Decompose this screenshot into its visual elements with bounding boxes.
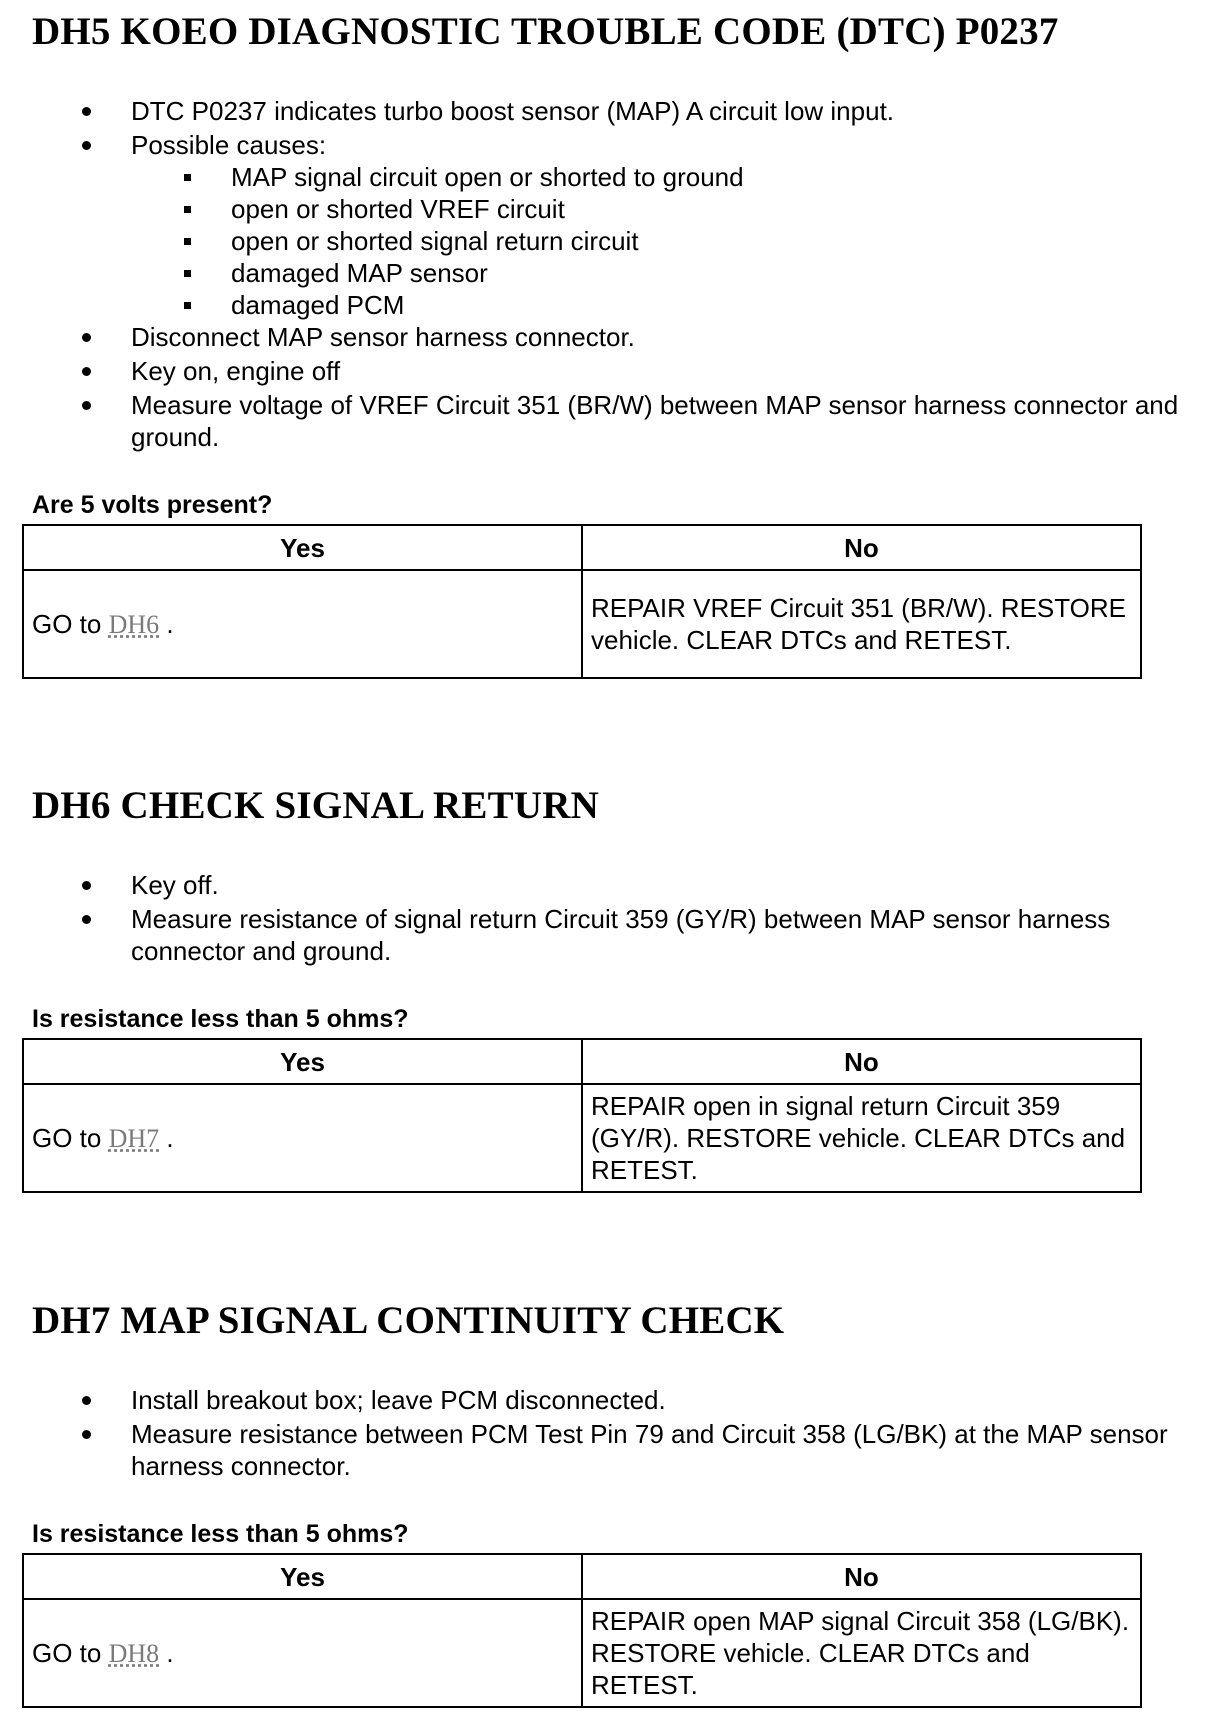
list-item: DTC P0237 indicates turbo boost sensor (MAP) A circuit low input. bbox=[0, 95, 1191, 127]
no-header: No bbox=[582, 525, 1141, 570]
list-item bbox=[0, 129, 1191, 321]
list-item: Measure resistance of signal return Circuit 359 (GY/R) between MAP sensor harness connector and ground. bbox=[0, 903, 1191, 967]
list-item: Key on, engine off bbox=[0, 355, 1191, 387]
no-cell: REPAIR VREF Circuit 351 (BR/W). RESTORE vehicle. CLEAR DTCs and RETEST. bbox=[582, 570, 1141, 678]
yes-cell bbox=[23, 570, 582, 678]
sub-list-item: damaged MAP sensor bbox=[131, 257, 1191, 289]
list-item: Measure voltage of VREF Circuit 351 (BR/W) between MAP sensor harness connector and ground. bbox=[0, 389, 1191, 453]
go-to-label: GO to bbox=[32, 1637, 102, 1668]
sub-list-item: damaged PCM bbox=[131, 289, 1191, 321]
sub-list-item: MAP signal circuit open or shorted to ground bbox=[131, 161, 1191, 193]
sub-list-item: open or shorted VREF circuit bbox=[131, 193, 1191, 225]
no-header: No bbox=[582, 1039, 1141, 1084]
section-title: DH7 MAP SIGNAL CONTINUITY CHECK bbox=[32, 1299, 785, 1342]
link-dh6[interactable]: DH6 bbox=[108, 609, 160, 639]
question: Are 5 volts present? bbox=[32, 491, 273, 519]
yes-cell bbox=[23, 1599, 582, 1707]
no-cell: REPAIR open in signal return Circuit 359 (GY/R). RESTORE vehicle. CLEAR DTCs and RETEST. bbox=[582, 1084, 1141, 1192]
bullet-list bbox=[0, 869, 1191, 969]
link-dh8[interactable]: DH8 bbox=[108, 1638, 160, 1668]
go-to-label: GO to bbox=[32, 1122, 102, 1153]
question: Is resistance less than 5 ohms? bbox=[32, 1520, 409, 1548]
sub-bullet-list bbox=[131, 161, 1191, 321]
sub-list-item: open or shorted signal return circuit bbox=[131, 225, 1191, 257]
list-item: Measure resistance between PCM Test Pin 79 and Circuit 358 (LG/BK) at the MAP sensor harness connector. bbox=[0, 1418, 1191, 1482]
go-to-suffix: . bbox=[166, 608, 174, 639]
list-item: Install breakout box; leave PCM disconnected. bbox=[0, 1384, 1191, 1416]
bullet-list bbox=[0, 95, 1191, 455]
no-header: No bbox=[582, 1554, 1141, 1599]
section-title: DH5 KOEO DIAGNOSTIC TROUBLE CODE (DTC) P0237 bbox=[32, 10, 1059, 53]
decision-table bbox=[22, 1038, 1142, 1193]
list-item: Key off. bbox=[0, 869, 1191, 901]
yes-header: Yes bbox=[23, 1039, 582, 1084]
decision-table bbox=[22, 524, 1142, 679]
go-to-suffix: . bbox=[166, 1122, 174, 1153]
decision-table bbox=[22, 1553, 1142, 1708]
go-to-suffix: . bbox=[166, 1637, 174, 1668]
section-title: DH6 CHECK SIGNAL RETURN bbox=[32, 784, 599, 827]
list-item: Disconnect MAP sensor harness connector. bbox=[0, 321, 1191, 353]
no-cell: REPAIR open MAP signal Circuit 358 (LG/BK). RESTORE vehicle. CLEAR DTCs and RETEST. bbox=[582, 1599, 1141, 1707]
question: Is resistance less than 5 ohms? bbox=[32, 1005, 409, 1033]
bullet-list bbox=[0, 1384, 1191, 1484]
yes-header: Yes bbox=[23, 525, 582, 570]
yes-header: Yes bbox=[23, 1554, 582, 1599]
list-item-text: Possible causes: bbox=[131, 130, 327, 160]
go-to-label: GO to bbox=[32, 608, 102, 639]
link-dh7[interactable]: DH7 bbox=[108, 1123, 160, 1153]
yes-cell bbox=[23, 1084, 582, 1192]
